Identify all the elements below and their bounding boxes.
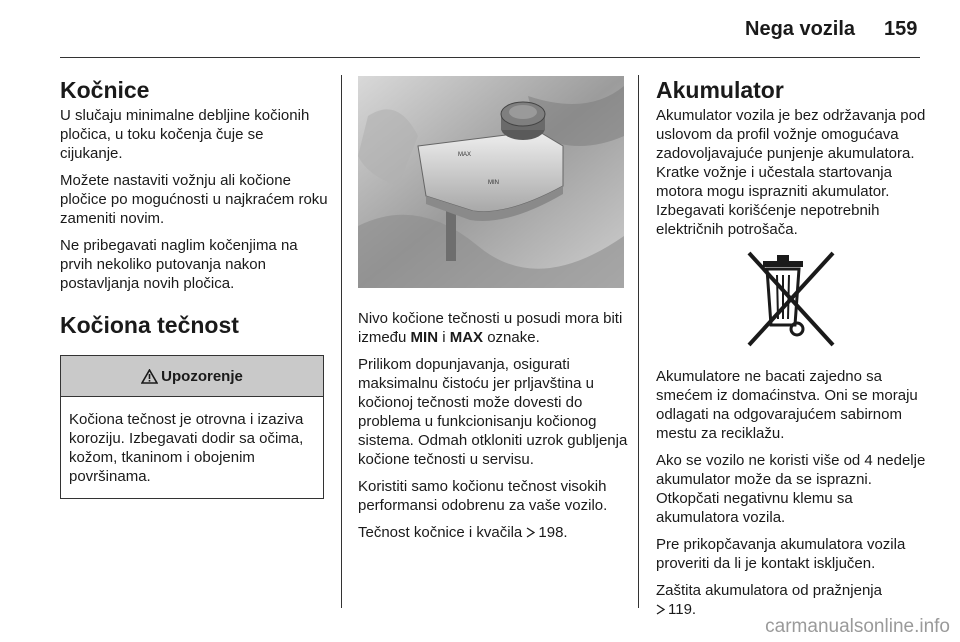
page-reference-icon xyxy=(526,527,535,538)
fluid-paragraph-1: Nivo kočione tečnosti u posudi mora biti između MIN i MAX oznake. xyxy=(358,310,623,346)
page-number: 159 xyxy=(884,18,918,40)
warning-triangle-icon xyxy=(141,369,158,384)
column-battery xyxy=(656,76,926,627)
fluid-paragraph-2: Prilikom dopunjavanja, osigurati maksimalnu čistoću jer prljavština u kočionoj tečnosti može dovesti do problema u funkcionisanju kočionog sistema. Odmah otkloniti uzrok gubljenja kočione tečnosti u servisu. xyxy=(358,356,628,468)
brakes-paragraph-3: Ne pribegavati naglim kočenjima na prvih nekoliko putovanja nakon postavljanja novih pločica. xyxy=(60,237,298,292)
battery-paragraph-3: Ako se vozilo ne koristi više od 4 nedelje akumulator može da se isprazni. Otkopčati negativnu klemu sa akumulatora vozila. xyxy=(656,452,926,526)
brakes-paragraph-2: Možete nastaviti vožnju ali kočione pločice po mogućnosti u najkraćem roku zameniti novim. xyxy=(60,172,328,227)
fluid-paragraph-3: Koristiti samo kočionu tečnost visokih performansi odobrenu za vaše vozilo. xyxy=(358,478,608,514)
warning-body: Kočiona tečnost je otrovna i izaziva koroziju. Izbegavati dodir sa očima, kožom, tkaninom i obojenim površinama. xyxy=(69,411,304,485)
heading-brake-fluid: Kočiona tečnost xyxy=(60,312,239,338)
watermark: carmanualsonline.info xyxy=(765,616,950,637)
warning-box xyxy=(60,355,324,499)
min-mark-label: MIN xyxy=(488,180,499,186)
battery-page-reference[interactable]: 119. xyxy=(668,601,697,618)
column-divider-2 xyxy=(638,75,639,608)
header-title: Nega vozila xyxy=(745,18,856,40)
heading-brakes: Kočnice xyxy=(60,77,150,103)
battery-paragraph-4: Pre prikopčavanja akumulatora vozila proveriti da li je kontakt isključen. xyxy=(656,536,906,572)
crossed-out-wheelie-bin-icon xyxy=(741,249,841,351)
fluid-page-reference[interactable]: 198. xyxy=(538,524,568,541)
warning-title: Upozorenje xyxy=(161,367,243,385)
heading-battery: Akumulator xyxy=(656,77,784,103)
max-mark-label: MAX xyxy=(458,152,472,158)
page-reference-icon xyxy=(656,604,665,615)
brake-fluid-reservoir-photo xyxy=(358,76,624,288)
column-brake-fluid xyxy=(358,76,628,550)
battery-paragraph-2: Akumulatore ne bacati zajedno sa smećem iz domaćinstva. Oni se moraju odlagati na odgovarajućem sabirnom mestu za reciklažu. xyxy=(656,368,918,442)
column-brakes xyxy=(60,76,328,499)
battery-paragraph-5: Zaštita akumulatora od pražnjenja 119. xyxy=(656,582,882,618)
fluid-paragraph-4: Tečnost kočnice i kvačila 198. xyxy=(358,524,568,541)
header-rule xyxy=(60,57,920,58)
warning-header xyxy=(61,356,323,397)
column-divider-1 xyxy=(341,75,342,608)
brakes-paragraph-1: U slučaju minimalne debljine kočionih pločica, u toku kočenja čuje se cijukanje. xyxy=(60,107,310,162)
battery-paragraph-1: Akumulator vozila je bez održavanja pod uslovom da profil vožnje omogućava zadovoljavajuće punjenje akumulatora. Kratke vožnje i učestala startovanja motora mogu isprazniti akumulator. Izbegavati korišćenje nepotrebnih električnih potrošača. xyxy=(656,107,926,238)
